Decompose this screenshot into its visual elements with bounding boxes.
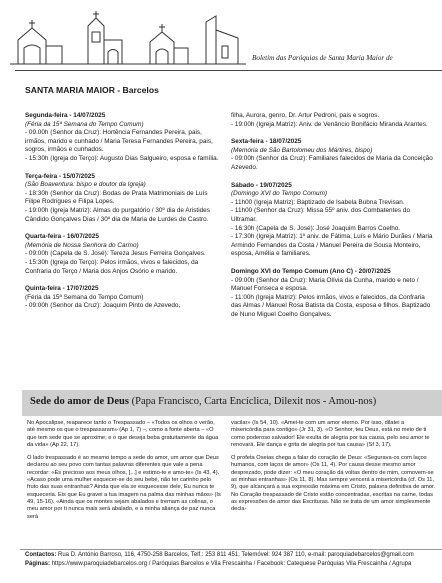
mass-entry: - 11h00 (Senhor da Cruz): Missa 55º aniv. dos Combatentes do Ultramar.	[231, 207, 410, 223]
schedule-day-block	[25, 233, 221, 276]
day-note: (Féria da 15ª Semana do Tempo Comum)	[25, 120, 144, 128]
feature-title-subtitle: (Papa Francisco, Carta Encíclica, Dilexit nos - Amou-nos)	[131, 396, 377, 407]
day-note: (Domingo XVI do Tempo Comum)	[231, 190, 328, 198]
schedule-day-block	[231, 138, 433, 172]
mass-entry: - 09:00h (Senhor da Cruz): Familiares falecidos de Maria da Conceição Azevedo.	[231, 155, 433, 171]
day-note: (Memória de Nossa Senhora do Carmo)	[25, 241, 139, 249]
schedule-day-block	[231, 182, 433, 259]
mass-entry: - 16:30h (Capela de S. José): José Joaquim Barros Coelho.	[231, 224, 401, 232]
mass-entry: filha, Aurora, genro, Dr. Artur Pedroni, pais e sogros.	[231, 112, 380, 119]
pages-text: https://www.paroquiadebarcelos.org / Paróquias Barcelos e Vila Frescainha / Facebook: Catequese Paróquias Vila Frescainha / Agrupa	[51, 561, 412, 567]
schedule-day-block	[25, 112, 221, 164]
feature-heading-bar	[22, 390, 442, 416]
day-heading: Segunda-feira - 14/07/2025	[25, 112, 106, 119]
day-heading: Sábado - 19/07/2025	[231, 181, 292, 189]
mass-entry: - 15:30h (Igreja do Terço): Pelos irmãos, vivos e falecidos, da Confraria do Terço / Maria dos Anjos Osório e marido.	[25, 258, 199, 275]
mass-entry: - 09.00h (Senhor da Cruz): Hortência Fernandes Pereira, pais, irmãos, marido e cunhado / Maria Teresa Fernandes Pereira, pais, sogros, irmãos e cunhados.	[25, 129, 213, 154]
schedule-day-block	[25, 173, 221, 225]
feature-text-left	[27, 420, 223, 527]
mass-entry: - 11:00h (Igreja Matriz): Pelos irmãos, vivos e falecidos, da Confraria das Almas / Manuel Rosa Batista da Costa, esposa e filhos. Baptizado de Nuno Miguel Coelho Gonçalves.	[231, 293, 431, 318]
feature-text-right	[231, 420, 436, 520]
day-heading: Terça-feira - 15/07/2025	[25, 172, 95, 180]
pages-label: Páginas:	[25, 561, 51, 567]
feature-title	[30, 396, 376, 407]
day-heading: Quarta-feira - 16/07/2025	[25, 233, 99, 241]
schedule-day-block	[231, 268, 433, 320]
mass-entry: - 15:30h (Igreja do Terço): Augusto Dias Salgueiro, esposa e família.	[25, 154, 219, 162]
footer-contacts-line	[25, 552, 414, 558]
schedule-day-block	[231, 112, 433, 129]
footer-divider	[20, 549, 442, 550]
feature-paragraph: vacilar» (Is 54, 10). «Amei-te com um amor eterno. Por isso, dilatei a misericórdia para contigo» (Jr 31, 3). «O Senhor, teu Deus, está no meio de ti como poderoso salvador! Ele exulta de alegria por tua causa, pelo seu amor te renovará. Ele dança e grita de alegria por tua causa» (Sf 3, 17).	[231, 420, 430, 448]
day-heading: Quinta-feira - 17/07/2025	[25, 285, 99, 293]
day-heading: Domingo XVI do Tempo Comum (Ano C) - 20/07/2025	[231, 267, 391, 275]
day-heading: Sexta-feira - 18/07/2025	[231, 138, 302, 146]
mass-entry: - 19:00h (Igreja Matriz): Aniv. de Venâncio Bonifácio Miranda Arantes.	[231, 120, 428, 128]
mass-entry: - 09:00h (Senhor da Cruz): Maria Olívia da Cunha, marido e neto / Manuel Fonseca e esposa.	[231, 276, 419, 293]
feature-paragraph: O lado trespassado é ao mesmo tempo a sede do amor, um amor que Deus declarou ao seu povo com tantas palavras diferentes que vale a pena recordar: «És precioso aos meus olhos, [...] e estimo-te e amo-te» (Is 43, 4). «Acaso pode uma mulher esquecer-se do seu bebé, não ter carinho pelo fruto das suas entranhas? Ainda que ela se esquecesse dele, Eu nunca te esqueceria. Eis que Eu gravei a tua imagem na palma das minhas mãos» (Is 49, 15-16). «Ainda que os montes sejam abalados e tremam as colinas, o meu amor por ti nunca mais será abalado, e a minha aliança de paz nunca será	[27, 455, 221, 520]
contacts-label: Contactos:	[25, 552, 57, 558]
churches-sketch-logo	[10, 6, 246, 68]
schedule-day-block	[25, 285, 221, 311]
feature-title-main: Sede do amor de Deus	[30, 396, 129, 407]
bulletin-tagline: Boletim das Paróquias de Santa Maria Maior de	[252, 54, 393, 62]
mass-entry: - 18:30h (Senhor da Cruz): Bodas de Prata Matrimoniais de Luís Filipe Rodrigues e Filipa Lopes.	[25, 189, 208, 206]
header-divider	[15, 70, 442, 71]
contacts-footer	[0, 549, 442, 583]
footer-pages-line	[25, 561, 411, 567]
bulletin-header	[0, 0, 442, 74]
schedule-column-left	[25, 112, 221, 320]
day-note: (Féria da 15ª Semana do Tempo Comum)	[25, 293, 144, 301]
mass-entry: - 09:00h (Senhor da Cruz): Joaquim Pinto de Azevedo,	[25, 302, 181, 310]
mass-entry: - 17:30h (Igreja Matriz): 1º aniv. de Fátima, Luís e Mário Durães / Maria Armindo Fernandes da Costa / Manuel Pereira de Sousa Monteiro, esposa, Amélia e familiares.	[231, 233, 433, 258]
feature-paragraph: O profeta Oseias chega a falar do coração de Deus: «Segurava-os com laços humanos, com laços de amor» (Os 11, 4). Por causa desse mesmo amor desprezado, pode dizer: «O meu coração dá voltas dentro de mim, comovem-se as minhas entranhas» (Os 11, 8). Mas sempre vencerá a misericórdia (cf. Os 11, 9), que alcançará a sua expressão máxima em Cristo, palavra definitiva de amor. No Coração trespassado de Cristo estão concentradas, escritas na carne, todas as expressões de amor das Escrituras. Não se trata de um amor simplesmente decla-	[231, 455, 436, 513]
feature-paragraph: No Apocalipse, reaparece tanto o Trespassado – «Todos os olhos o verão, até mesmo os que o trespassaram» (Ap 1, 7) –, como a fonte aberta – «O que tem sede que se aproxime; e o que deseja beba gratuitamente da água da vida» (Ap 22, 17).	[27, 420, 219, 448]
schedule-column-right	[231, 112, 433, 328]
day-note: (São Boaventura: bispo e doutor da Igreja)	[25, 181, 146, 189]
mass-entry: - 11h00 (Igreja Matriz): Baptizado de Isabela Bubna Trevisan.	[231, 198, 405, 206]
mass-entry: - 19:00h (Igreja Matriz): Almas do purgatório / 30º dia de Aristides Cândido Gonçalves Dias / 30º dia de Maria de Lurdes de Castro.	[25, 206, 210, 223]
mass-entry: - 09:00h (Capela de S. José): Tereza Jesus Ferreira Gonçalves.	[25, 250, 206, 258]
contacts-text: Rua D. António Barroso, 116, 4750-258 Barcelos, Telf.: 253 811 451, Telemóvel: 924 387 110, e-mail: paroquiadebarcelos@gmail.com	[58, 552, 414, 558]
day-note: (Memória de São Bartolomeu dos Mártires, bispo)	[231, 146, 373, 154]
parish-section-title: SANTA MARIA MAIOR - Barcelos	[25, 85, 159, 95]
